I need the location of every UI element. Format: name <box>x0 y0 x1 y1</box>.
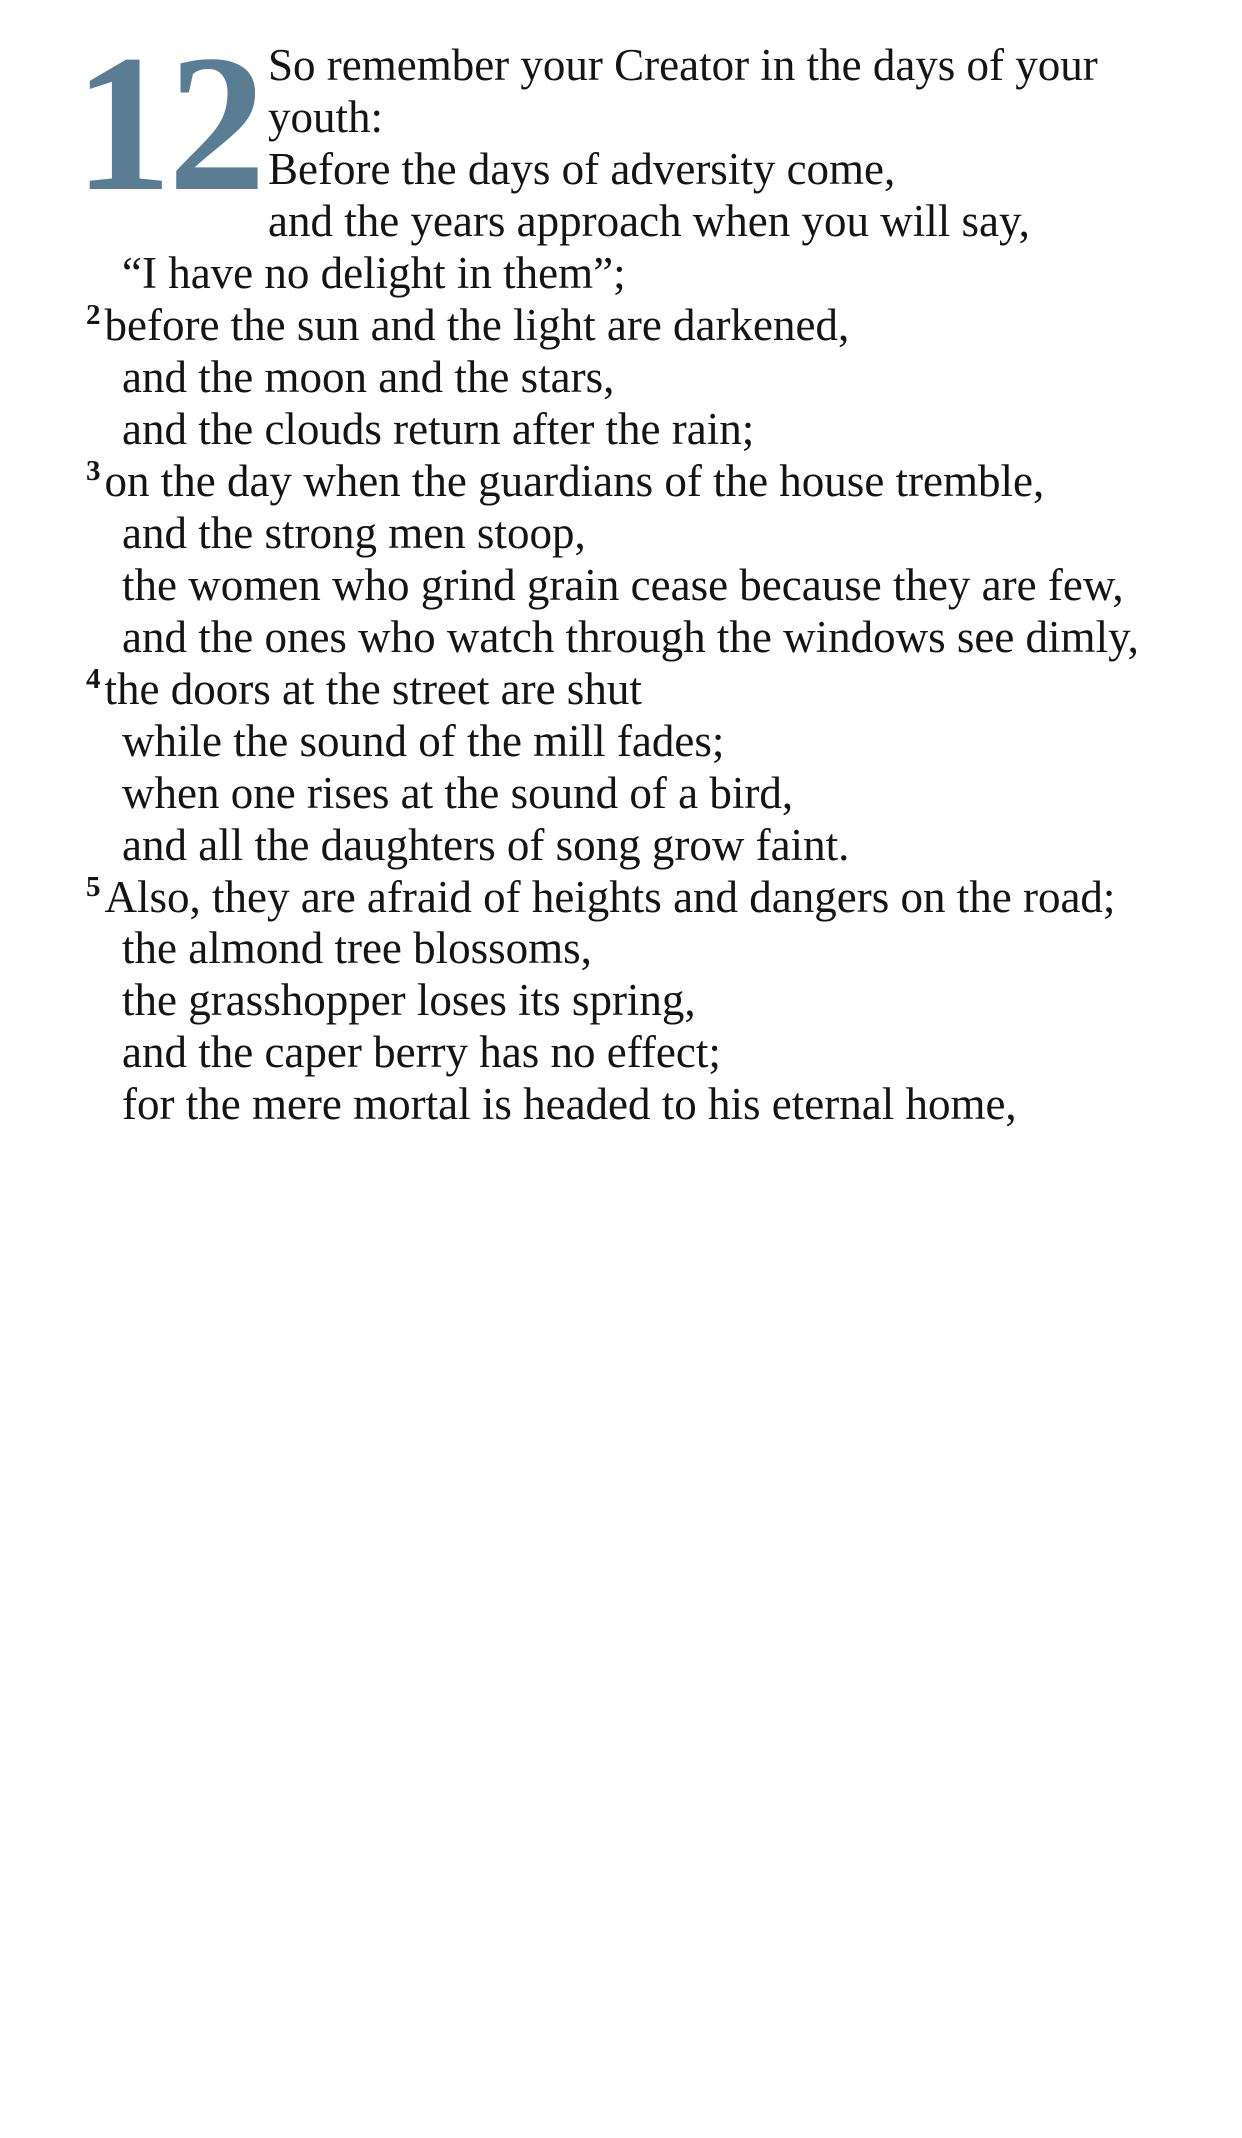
verse-line: “I have no delight in them”; <box>122 247 626 298</box>
verse-paragraph <box>86 456 1186 664</box>
verse-line: and the strong men stoop, <box>122 507 586 558</box>
verse-line: and the ones who watch through the windows see dimly, <box>122 611 1139 662</box>
verse-number: 4 <box>86 662 101 695</box>
verse-line-text: Also, they are afraid of heights and dangers on the road; <box>104 871 1116 922</box>
verse-paragraph <box>86 300 1186 456</box>
verse-number: 2 <box>86 298 101 331</box>
verse-number: 3 <box>86 454 101 487</box>
verse-line-text: the doors at the street are shut <box>104 663 642 714</box>
verse-line: while the sound of the mill fades; <box>122 715 725 766</box>
verse-paragraph <box>86 872 1186 1132</box>
verse-line-text: on the day when the guardians of the house tremble, <box>104 455 1045 506</box>
verse-number: 5 <box>86 870 101 903</box>
verse-line: and the caper berry has no effect; <box>122 1027 721 1078</box>
chapter-number-dropcap: 12 <box>74 15 262 232</box>
verse-line: the grasshopper loses its spring, <box>122 975 696 1026</box>
verse-line: and the clouds return after the rain; <box>122 403 755 454</box>
verse-line <box>86 664 1186 716</box>
chapter-block <box>74 15 1186 1131</box>
verse-line <box>86 300 1186 352</box>
verse-line <box>86 456 1186 508</box>
verse-line: So remember your Creator in the days of your youth: <box>268 40 1098 142</box>
verse-line: and all the daughters of song grow faint. <box>122 819 850 870</box>
verse-line: the almond tree blossoms, <box>122 923 592 974</box>
verse-line: the women who grind grain cease because they are few, <box>122 559 1124 610</box>
verse-paragraph <box>86 664 1186 872</box>
verse-line: and the years approach when you will say, <box>268 195 1030 246</box>
verse-line <box>86 872 1186 924</box>
verse-line: and the moon and the stars, <box>122 351 615 402</box>
verse-line: when one rises at the sound of a bird, <box>122 767 794 818</box>
verse-line: for the mere mortal is headed to his eternal home, <box>122 1079 1017 1130</box>
verse-line-text: before the sun and the light are darkened, <box>104 299 850 350</box>
verse-line: Before the days of adversity come, <box>268 143 896 194</box>
